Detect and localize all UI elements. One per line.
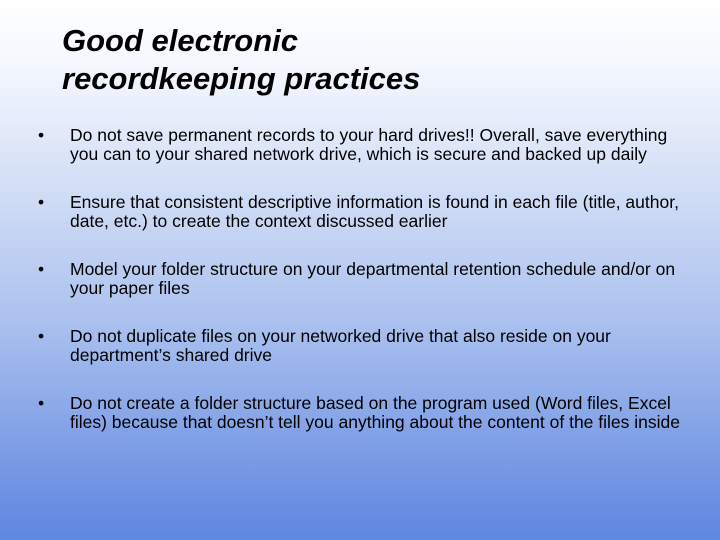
bullet-item-5: [38, 394, 688, 432]
bullet-icon: •: [38, 393, 45, 413]
bullet-icon: •: [38, 125, 45, 145]
bullet-list: [38, 126, 688, 432]
slide-title-line-2: recordkeeping practices: [62, 61, 421, 96]
bullet-icon: •: [38, 259, 45, 279]
bullet-item-1: [38, 126, 688, 164]
bullet-icon: •: [38, 192, 45, 212]
bullet-item-3: [38, 260, 688, 298]
slide-title-line-1: Good electronic: [62, 23, 298, 58]
bullet-text-5: Do not create a folder structure based on the program used (Word files, Excel files) because that doesn’t tell you anything about the content of the files inside: [70, 393, 680, 432]
slide-title: [62, 22, 682, 98]
bullet-item-2: [38, 193, 688, 231]
bullet-item-4: [38, 327, 688, 365]
bullet-text-4: Do not duplicate files on your networked drive that also reside on your department’s shared drive: [70, 326, 611, 365]
bullet-text-3: Model your folder structure on your departmental retention schedule and/or on your paper files: [70, 259, 676, 298]
bullet-text-2: Ensure that consistent descriptive information is found in each file (title, author, date, etc.) to create the context discussed earlier: [70, 192, 679, 231]
bullet-icon: •: [38, 326, 45, 346]
bullet-text-1: Do not save permanent records to your hard drives!! Overall, save everything you can to your shared network drive, which is secure and backed up daily: [70, 125, 668, 164]
